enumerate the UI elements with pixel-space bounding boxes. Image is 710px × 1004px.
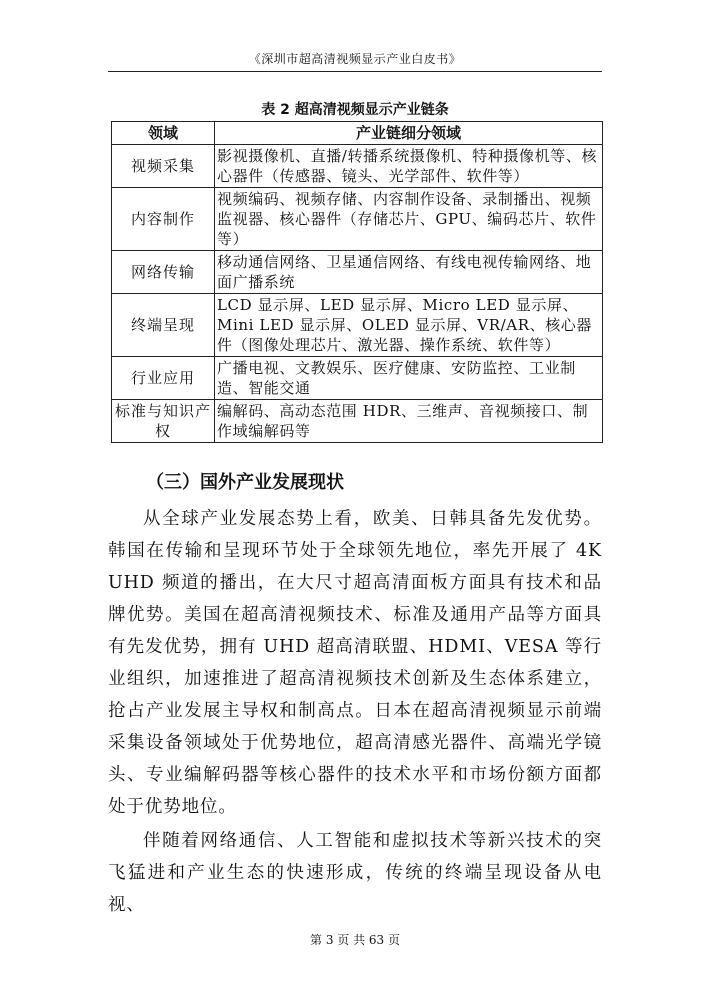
table-row (112, 357, 603, 400)
domain-cell: 网络传输 (112, 251, 215, 294)
segments-cell: 影视摄像机、直播/转播系统摄像机、特种摄像机等、核心器件（传感器、镜头、光学部件、软件等） (215, 145, 603, 188)
segments-cell: 广播电视、文教娱乐、医疗健康、安防监控、工业制造、智能交通 (215, 357, 603, 400)
page-footer: 第 3 页 共 63 页 (310, 933, 400, 947)
segments-cell: 移动通信网络、卫星通信网络、有线电视传输网络、地面广播系统 (215, 251, 603, 294)
segments-cell: LCD 显示屏、LED 显示屏、Micro LED 显示屏、Mini LED 显示屏、OLED 显示屏、VR/AR、核心器件（图像处理芯片、激光器、操作系统、软件等） (215, 294, 603, 357)
domain-cell: 视频采集 (112, 145, 215, 188)
domain-cell: 行业应用 (112, 357, 215, 400)
body-paragraph: 从全球产业发展态势上看，欧美、日韩具备先发优势。韩国在传输和呈现环节处于全球领先地位，率先开展了 4K UHD 频道的播出，在大尺寸超高清面板方面具有技术和品牌优势。美国在超高清视频技术、标准及通用产品等方面具有先发优势，拥有 UHD 超高清联盟、HDMI、VESA 等行业组织，加速推进了超高清视频技术创新及生态体系建立，抢占产业发展主导权和制高点。日本在超高清视频显示前端采集设备领域处于优势地位，超高清感光器件、高端光学镜头、专业编解码器等核心器件的技术水平和市场份额方面都处于优势地位。 (108, 509, 602, 817)
column-header: 产业链细分领域 (215, 122, 603, 145)
column-header: 领域 (112, 122, 215, 145)
page-header: 《深圳市超高清视频显示产业白皮书》 (108, 50, 602, 72)
segments-cell: 视频编码、视频存储、内容制作设备、录制播出、视频监视器、核心器件（存储芯片、GPU、编码芯片、软件等） (215, 188, 603, 251)
table-row (112, 294, 603, 357)
table-row (112, 251, 603, 294)
table-row (112, 188, 603, 251)
table-row (112, 400, 603, 443)
domain-cell: 内容制作 (112, 188, 215, 251)
table-caption: 表 2 超高清视频显示产业链条 (261, 102, 449, 118)
domain-cell: 标准与知识产权 (112, 400, 215, 443)
table-header-row (112, 122, 603, 145)
body-paragraph: 伴随着网络通信、人工智能和虚拟技术等新兴技术的突飞猛进和产业生态的快速形成，传统的终端呈现设备从电视、 (108, 831, 602, 915)
section-heading: （三）国外产业发展现状 (146, 472, 344, 493)
industry-chain-table (111, 121, 603, 443)
segments-cell: 编解码、高动态范围 HDR、三维声、音视频接口、制作域编解码等 (215, 400, 603, 443)
domain-cell: 终端呈现 (112, 294, 215, 357)
table-row (112, 145, 603, 188)
